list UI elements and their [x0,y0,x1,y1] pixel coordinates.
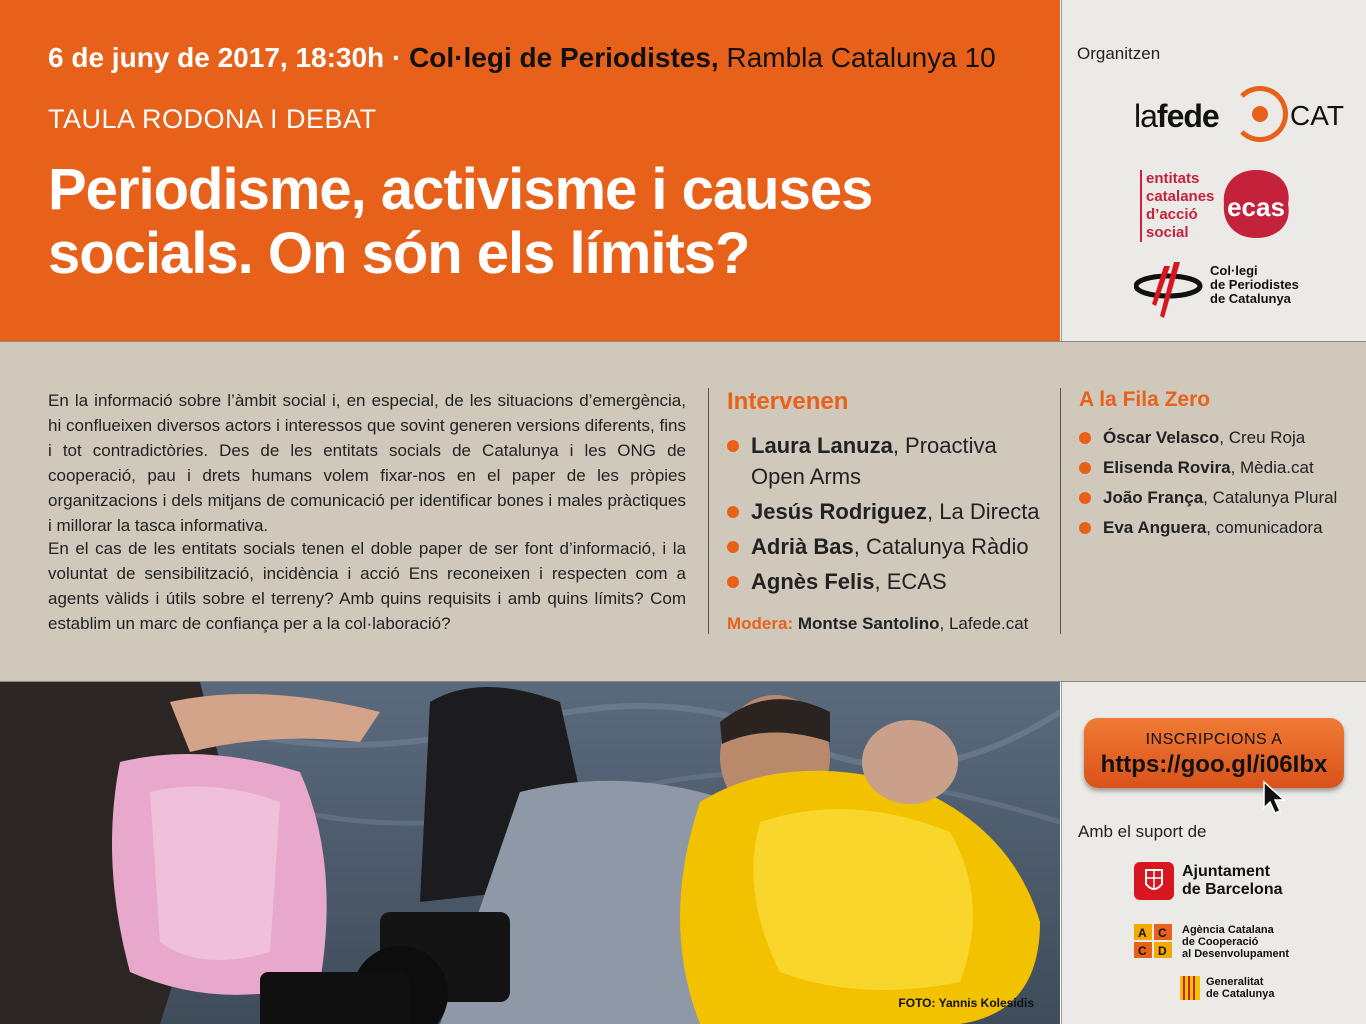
fila-zero-list [1060,388,1350,634]
event-header [0,0,1060,341]
event-date-venue [48,42,996,74]
event-details [0,341,1366,682]
speakers-heading: Intervenen [727,388,849,415]
ecas-wordmark: entitats catalanes d’acció social [1140,170,1214,242]
mouse-cursor-icon [1262,780,1288,814]
lafede-logo [1134,86,1344,146]
ajuntament-shield-icon [1134,862,1174,900]
registration-label: INSCRIPCIONS A [1145,731,1283,748]
speakers-list [708,388,1048,634]
generalitat-senyera-icon [1180,976,1200,1000]
moderator-org: , Lafede.cat [939,614,1029,633]
lafede-dot-icon [1252,106,1268,122]
event-kicker: TAULA RODONA I DEBAT [48,104,377,134]
generalitat-logo [1180,976,1330,1006]
photo-illustration [0,682,1060,1024]
registration-support-panel [1061,682,1366,1024]
accd-wordmark: Agència Catalana de Cooperació al Desenvolupament [1182,924,1289,960]
fila-zero-item: Elisenda Rovira, Mèdia.cat [1079,456,1350,480]
speaker-item: Agnès Felis, ECAS [727,566,1048,597]
description-paragraph-1: En la informació sobre l’àmbit social i, en especial, de les situacions d’emergència, hi conflueixen diversos actors i interessos que sovint generen versions diferents, fins i tot contradictòries. Des de les entitats socials de Catalunya i les ONG de cooperació, pau i drets humans volem fixar-nos en el paper de les pròpies organitzacions i dels mitjans de comunicació per identificar bones i males pràctiques i millorar la tasca informativa. [48,391,686,535]
ajuntament-barcelona-logo [1134,860,1334,902]
title-line-2: socials. On són els límits? [48,220,750,286]
moderator-label: Modera: [727,614,794,633]
moderator-line [727,614,1028,634]
periodistes-wordmark: Col·legi de Periodistes de Catalunya [1210,263,1299,306]
collegi-periodistes-logo [1134,260,1364,320]
svg-text:C: C [1138,944,1147,958]
event-title [48,158,872,286]
event-date: 6 de juny de 2017, 18:30h · [48,42,402,73]
description-paragraph-2: En el cas de les entitats socials tenen el doble paper de ser font d’informació, i la voluntat de sensibilització, incidència i acció Ens reconeixen i respecten com a agents vàlids i útils sobre el terreny? Amb quins requisits i amb quins límits? Com establim un marc de confiança per a la col·laboració? [48,539,686,633]
generalitat-wordmark: Generalitat de Catalunya [1206,976,1275,1000]
registration-link-button[interactable] [1084,718,1344,788]
speaker-item: Jesús Rodriguez, La Directa [727,496,1048,527]
organizers-label: Organitzen [1077,44,1161,63]
moderator-name: Montse Santolino [797,614,940,633]
lafede-wordmark: lafede [1134,98,1219,134]
venue-name: Col·legi de Periodistes, [409,42,719,73]
refugee-rescue-photo [0,682,1060,1024]
fila-zero-item: João França, Catalunya Plural [1079,486,1350,510]
svg-text:C: C [1158,926,1167,940]
speaker-item: Laura Lanuza, Proactiva Open Arms [727,430,1048,492]
periodistes-emblem-icon [1134,260,1206,320]
fila-zero-item: Óscar Velasco, Creu Roja [1079,426,1350,450]
lafede-cat: CAT [1290,100,1344,131]
ecas-logo [1220,168,1292,240]
svg-text:D: D [1158,944,1167,958]
venue-address: Rambla Catalunya 10 [726,42,996,73]
registration-url: https://goo.gl/i06Ibx [1100,751,1328,778]
accd-logo [1134,924,1354,964]
fila-zero-heading: A la Fila Zero [1079,388,1211,411]
ecas-logo-text: ecas [1227,192,1285,222]
fila-zero-item: Eva Anguera, comunicadora [1079,516,1350,540]
organizers-panel [1061,0,1366,341]
title-line-1: Periodisme, activisme i causes [48,157,873,222]
ajuntament-wordmark: Ajuntament de Barcelona [1182,863,1283,898]
accd-emblem-icon [1134,924,1176,962]
photo-credit: FOTO: Yannis Kolesidis [898,996,1034,1010]
svg-text:A: A [1138,926,1147,940]
speaker-item: Adrià Bas, Catalunya Ràdio [727,531,1048,562]
support-label: Amb el suport de [1078,822,1207,841]
